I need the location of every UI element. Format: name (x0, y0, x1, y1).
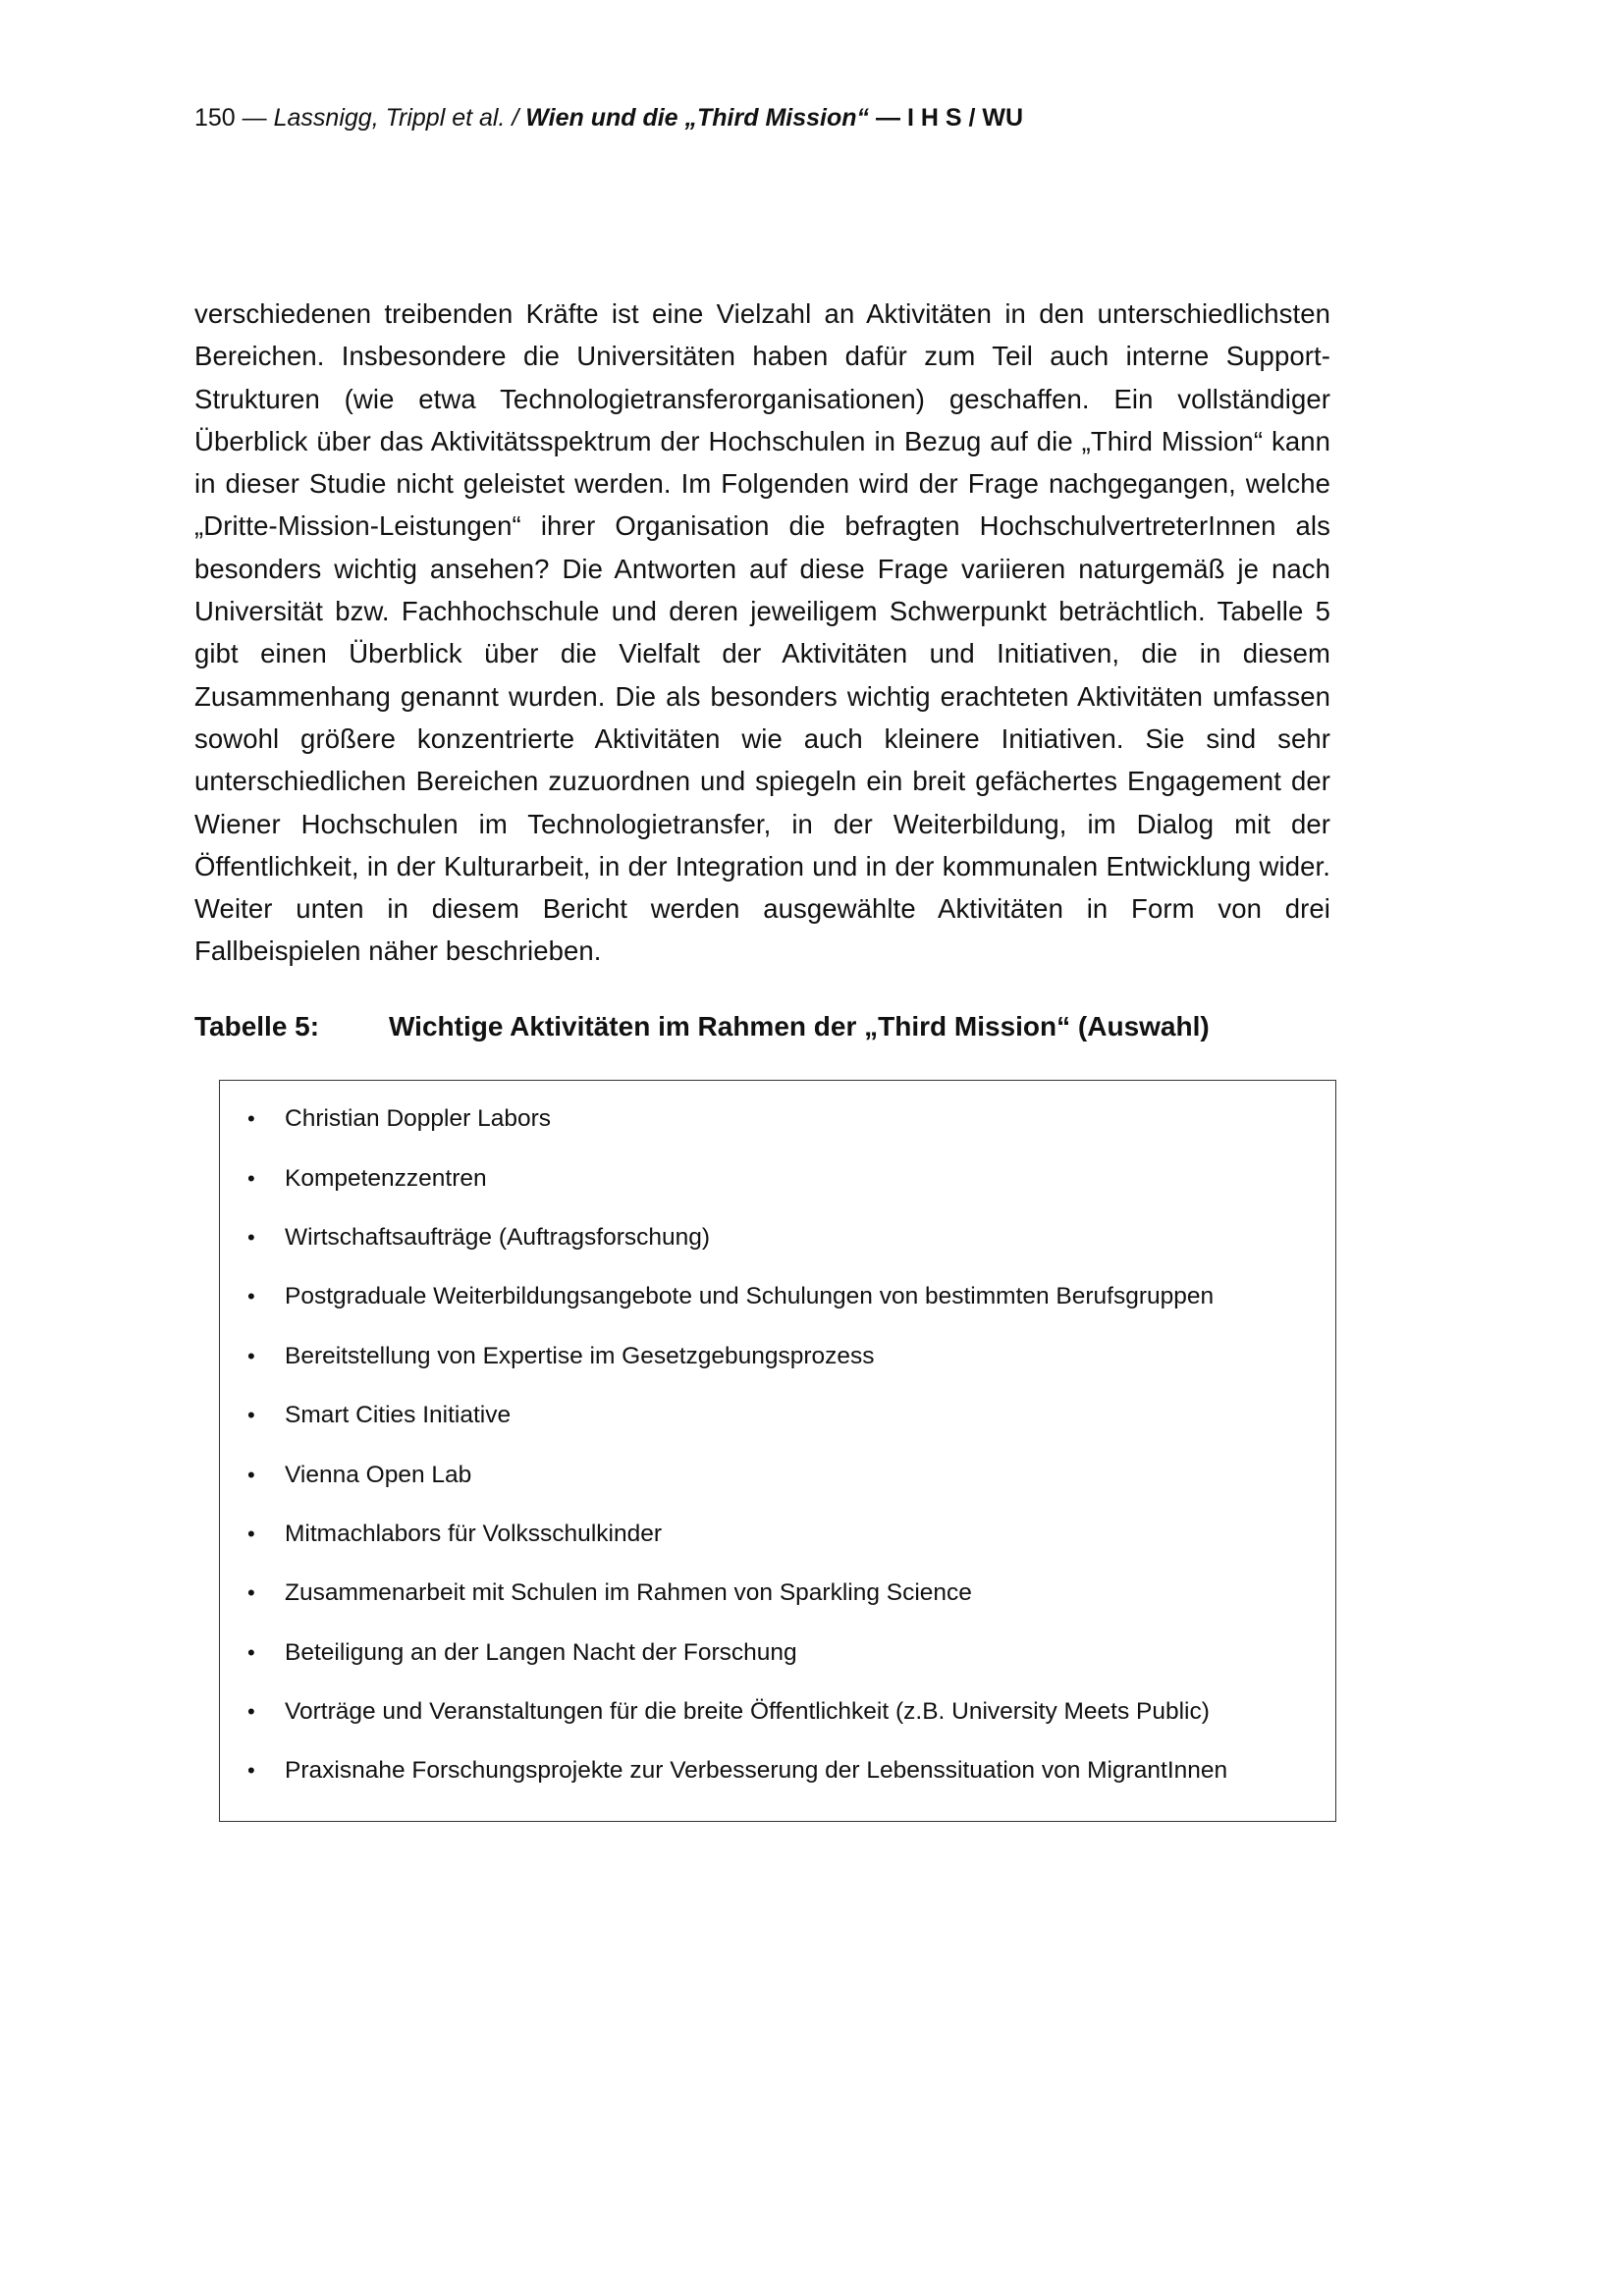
bullet-icon: • (247, 1284, 255, 1309)
list-item (220, 1267, 1227, 1326)
bullet-icon: • (247, 1758, 255, 1784)
list-item (220, 1386, 1227, 1445)
list-item-text: Smart Cities Initiative (285, 1402, 512, 1429)
list-item (220, 1148, 1227, 1207)
header-title: Wien und die „Third Mission“ (525, 104, 870, 132)
bullet-icon: • (247, 1165, 255, 1191)
bullet-icon: • (247, 1106, 255, 1132)
list-item (220, 1682, 1227, 1741)
bullet-icon: • (247, 1343, 255, 1368)
list-item-text: Bereitstellung von Expertise im Gesetzgebungsprozess (285, 1342, 875, 1369)
body-paragraph: verschiedenen treibenden Kräfte ist eine Vielzahl an Aktivitäten in den unterschiedlichsten Bereichen. Insbesondere die Universitäten haben dafür zum Teil auch interne Support-Strukturen (wie etwa Technologietransferorganisationen) geschaffen. Ein vollständiger Überblick über das Aktivitätsspektrum der Hochschulen in Bezug auf die „Third Mission“ kann in dieser Studie nicht geleistet werden. Im Folgenden wird der Frage nachgegangen, welche „Dritte-Mission-Leistungen“ ihrer Organisation die befragten HochschulvertreterInnen als besonders wichtig ansehen? Die Antworten auf diese Frage variieren naturgemäß je nach Universität bzw. Fachhochschule und deren jeweiligem Schwerpunkt beträchtlich. Tabelle 5 gibt einen Überblick über die Vielfalt der Aktivitäten und Initiativen, die in diesem Zusammenhang genannt wurden. Die als besonders wichtig erachteten Aktivitäten umfassen sowohl größere konzentrierte Aktivitäten wie auch kleinere Initiativen. Sie sind sehr unterschiedlichen Bereichen zuzuordnen und spiegeln ein breit gefächertes Engagement der Wiener Hochschulen im Technologietransfer, in der Weiterbildung, im Dialog mit der Öffentlichkeit, in der Kulturarbeit, in der Integration und in der kommunalen Entwicklung wider. Weiter unten in diesem Bericht werden ausgewählte Aktivitäten in Form von drei Fallbeispielen näher beschrieben. (194, 298, 1330, 967)
header-separator: / (505, 104, 526, 132)
list-item-text: Christian Doppler Labors (285, 1105, 551, 1133)
running-header (194, 102, 1023, 133)
list-item (220, 1090, 1227, 1148)
list-item-text: Postgraduale Weiterbildungsangebote und Schulungen von bestimmten Berufsgruppen (285, 1283, 1215, 1310)
list-item-text: Vorträge und Veranstaltungen für die breite Öffentlichkeit (z.B. University Meets Public) (285, 1698, 1210, 1726)
list-item-text: Beteiligung an der Langen Nacht der Forschung (285, 1638, 797, 1666)
list-item-text: Kompetenzzentren (285, 1164, 487, 1192)
activities-list (220, 1090, 1227, 1801)
bullet-icon: • (247, 1462, 255, 1487)
bullet-icon: • (247, 1403, 255, 1428)
list-item-text: Zusammenarbeit mit Schulen im Rahmen von Sparkling Science (285, 1579, 972, 1607)
list-item (220, 1564, 1227, 1623)
list-item (220, 1624, 1227, 1682)
bullet-icon: • (247, 1639, 255, 1665)
table-title: Wichtige Aktivitäten im Rahmen der „Third Mission“ (Auswahl) (389, 1011, 1210, 1041)
list-item (220, 1208, 1227, 1267)
list-item (220, 1445, 1227, 1504)
bullet-icon: • (247, 1224, 255, 1250)
bullet-icon: • (247, 1580, 255, 1606)
header-separator: — (235, 104, 274, 132)
page-number: 150 (194, 104, 236, 132)
list-item (220, 1505, 1227, 1564)
list-item-text: Wirtschaftsaufträge (Auftragsforschung) (285, 1223, 711, 1251)
list-item-text: Vienna Open Lab (285, 1461, 472, 1488)
list-item-text: Praxisnahe Forschungsprojekte zur Verbesserung der Lebenssituation von MigrantInnen (285, 1757, 1228, 1785)
table-label: Tabelle 5: (194, 1011, 320, 1041)
list-item (220, 1741, 1227, 1800)
header-authors: Lassnigg, Trippl et al. (273, 104, 506, 132)
list-item-text: Mitmachlabors für Volksschulkinder (285, 1520, 662, 1547)
bullet-icon: • (247, 1699, 255, 1725)
bullet-icon: • (247, 1521, 255, 1546)
list-item (220, 1327, 1227, 1386)
header-separator: — (869, 104, 907, 132)
table-caption (194, 1009, 1210, 1044)
header-institutions: I H S / WU (906, 104, 1023, 132)
activities-table (219, 1080, 1336, 1822)
